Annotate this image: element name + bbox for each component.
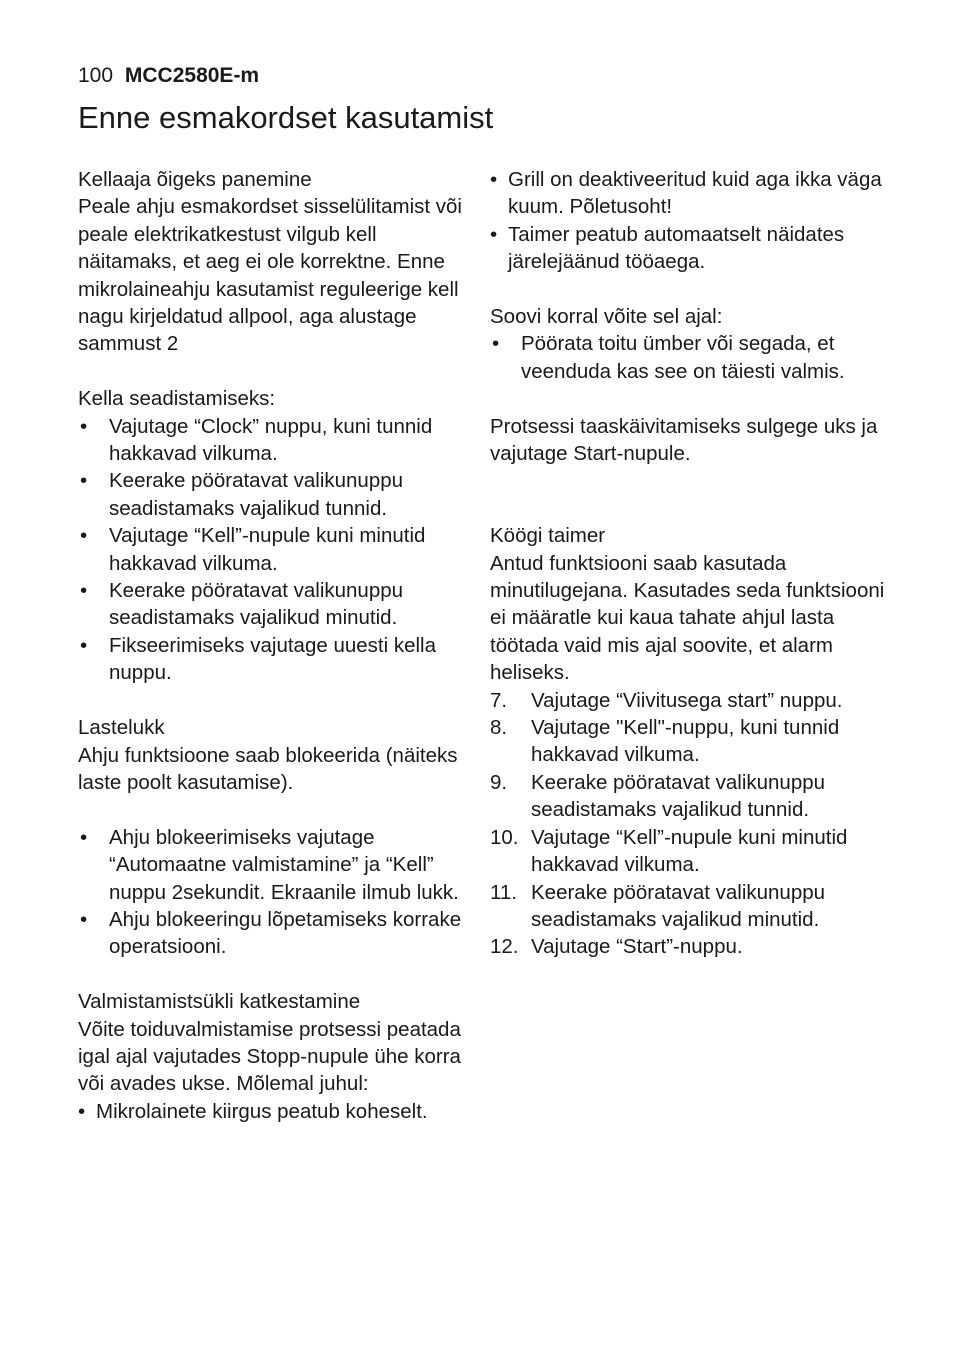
childlock-heading: Lastelukk — [78, 716, 165, 740]
optional-intro: Soovi korral võite sel ajal: — [490, 305, 723, 329]
list-item: • Grill on deaktiveeritud kuid aga ikka väga kuum. Põletusoht! — [490, 166, 885, 221]
left-column — [78, 166, 473, 1125]
restart-paragraph: Protsessi taaskäivitamiseks sulgege uks ja vajutage Start-nupule. — [490, 414, 878, 466]
interrupt-list — [78, 1098, 473, 1125]
page-number: 100 — [78, 64, 114, 87]
list-item: • Vajutage “Clock” nuppu, kuni tunnid hakkavad vilkuma. — [78, 413, 473, 468]
list-item: 7. Vajutage “Viivitusega start” nuppu. — [490, 688, 843, 712]
timer-heading: Köögi taimer — [490, 524, 606, 548]
list-item: 9. Keerake pööratavat valikunuppu seadistamaks vajalikud tunnid. — [490, 770, 826, 822]
interrupt-heading: Valmistamistsükli katkestamine — [78, 990, 361, 1014]
list-item: 12. Vajutage “Start”-nuppu. — [490, 935, 743, 959]
optional-list — [490, 330, 885, 385]
clock-steps-list — [78, 413, 473, 687]
list-item: • Keerake pööratavat valikunuppu seadistamaks vajalikud tunnid. — [78, 467, 473, 522]
right-column — [490, 166, 885, 961]
list-item: • Keerake pööratavat valikunuppu seadistamaks vajalikud minutid. — [78, 577, 473, 632]
timer-steps-list — [490, 687, 885, 961]
list-item: • Ahju blokeeringu lõpetamiseks korrake operatsiooni. — [78, 906, 473, 961]
list-item: • Mikrolainete kiirgus peatub koheselt. — [78, 1098, 473, 1125]
model-name: MCC2580E-m — [124, 64, 260, 87]
list-item: • Ahju blokeerimiseks vajutage “Automaatne valmistamine” ja “Kell” nuppu 2sekundit. Ekraanile ilmub lukk. — [78, 824, 473, 906]
list-item: • Vajutage “Kell”-nupule kuni minutid hakkavad vilkuma. — [78, 522, 473, 577]
page-header — [78, 64, 259, 88]
childlock-list — [78, 824, 473, 961]
list-item: 10. Vajutage “Kell”-nupule kuni minutid hakkavad vilkuma. — [490, 825, 848, 877]
list-item: • Fikseerimiseks vajutage uuesti kella nuppu. — [78, 632, 473, 687]
interrupt-paragraph: Võite toiduvalmistamise protsessi peatada igal ajal vajutades Stopp-nupule ühe korra või avades ukse. Mõlemal juhul: — [78, 1017, 461, 1096]
list-item: 8. Vajutage "Kell"-nuppu, kuni tunnid hakkavad vilkuma. — [490, 716, 840, 767]
interrupt-cont-list — [490, 166, 885, 276]
clock-paragraph: Peale ahju esmakordset sisselülitamist või peale elektrikatkestust vilgub kell näitamaks, et aeg ei ole korrektne. Enne mikrolaineahju kasutamist reguleerige kell nagu kirjeldatud allpool, aga alustage sammust 2 — [78, 195, 462, 356]
clock-heading: Kellaaja õigeks panemine — [78, 168, 312, 191]
childlock-paragraph: Ahju funktsioone saab blokeerida (näiteks laste poolt kasutamise). — [78, 743, 458, 794]
clock-intro: Kella seadistamiseks: — [78, 387, 276, 411]
page-title: Enne esmakordset kasutamist — [78, 100, 494, 135]
list-item: 11. Keerake pööratavat valikunuppu seadistamaks vajalikud minutid. — [490, 880, 826, 931]
list-item: • Taimer peatub automaatselt näidates järelejäänud tööaega. — [490, 221, 885, 276]
timer-paragraph: Antud funktsiooni saab kasutada minutilugejana. Kasutades seda funktsiooni ei määratle kui kaua tahate ahjul lasta töötada vaid mis ajal soovite, et alarm heliseks. — [490, 551, 885, 685]
list-item: • Pöörata toitu ümber või segada, et veenduda kas see on täiesti valmis. — [490, 330, 885, 385]
